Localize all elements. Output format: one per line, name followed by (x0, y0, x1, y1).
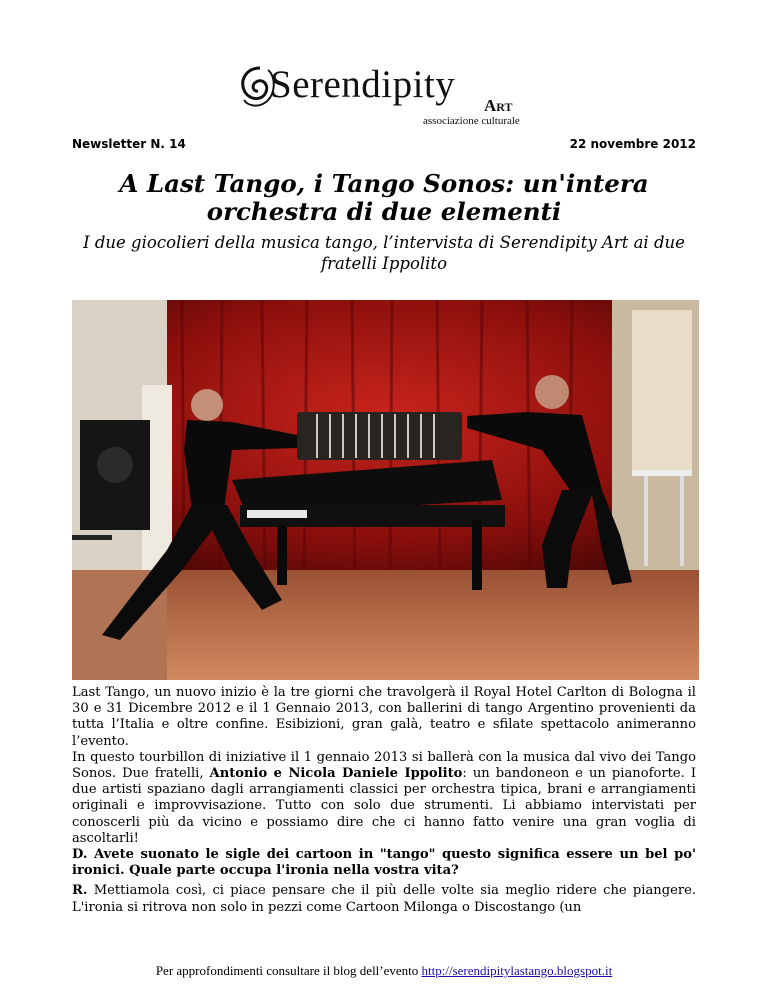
footer-text: Per approfondimenti consultare il blog dell’evento (155, 963, 422, 978)
newsletter-number: Newsletter N. 14 (72, 137, 186, 151)
footer-note (0, 963, 768, 979)
blog-link[interactable]: http://serendipitylastango.blogspot.it (421, 963, 613, 978)
article-subtitle: I due giocolieri della musica tango, l’intervista di Serendipity Art ai due fratelli Ippolito (83, 233, 685, 273)
paragraph-tourbillon-start: In questo tourbillon di iniziative il 1 gennaio 2013 si ballerà con la musica dal vivo dei Tango Sonos. Due fratelli, (72, 749, 696, 782)
paragraph-tourbillon (72, 750, 696, 847)
interview-answer (72, 883, 696, 915)
paragraph-tourbillon-end: : un bandoneon e un pianoforte. I due artisti spaziano dagli arrangiamenti classici per orchestra tipica, brani e arrangiamenti originali e improvvisazione. Tutto con solo due strumenti. Li abbiamo intervistati per conoscerli più da vicino e possiamo dire che ci hanno fatto venire una gran voglia di ascoltarli! (72, 766, 696, 846)
answer-text: Mettiamola così, ci piace pensare che il più delle volte sia meglio ridere che piangere. L'ironia si ritrova non solo in pezzi come Cartoon Milonga o Discostango (un (72, 883, 696, 915)
artists-names: Antonio e Nicola Daniele Ippolito (209, 766, 463, 782)
paragraph-intro: Last Tango, un nuovo inizio è la tre giorni che travolgerà il Royal Hotel Carlton di Bologna il 30 e 31 Dicembre 2012 e il 1 Gennaio 2013, con ballerini di tango Argentino provenienti da tutta l’Italia e oltre confine. Esibizioni, gran galà, teatro e sfilate spettacolo animeranno l’evento. (72, 685, 696, 749)
article-body (72, 685, 696, 916)
logo-subtitle: associazione culturale (423, 115, 520, 127)
newsletter-date: 22 novembre 2012 (569, 137, 696, 151)
logo-art: Art (484, 96, 513, 115)
concert-photo (72, 300, 699, 680)
logo-wordmark: Serendipity (270, 63, 456, 106)
interview-question: D. Avete suonato le sigle dei cartoon in "tango" questo significa essere un bel po' ironici. Quale parte occupa l'ironia nella vostra vita? (72, 847, 696, 879)
concert-photo-illustration (72, 300, 699, 680)
answer-label: R. (72, 883, 88, 899)
article-title: A Last Tango, i Tango Sonos: un'intera orchestra di due elementi (119, 169, 649, 226)
serendipity-logo (238, 58, 538, 130)
